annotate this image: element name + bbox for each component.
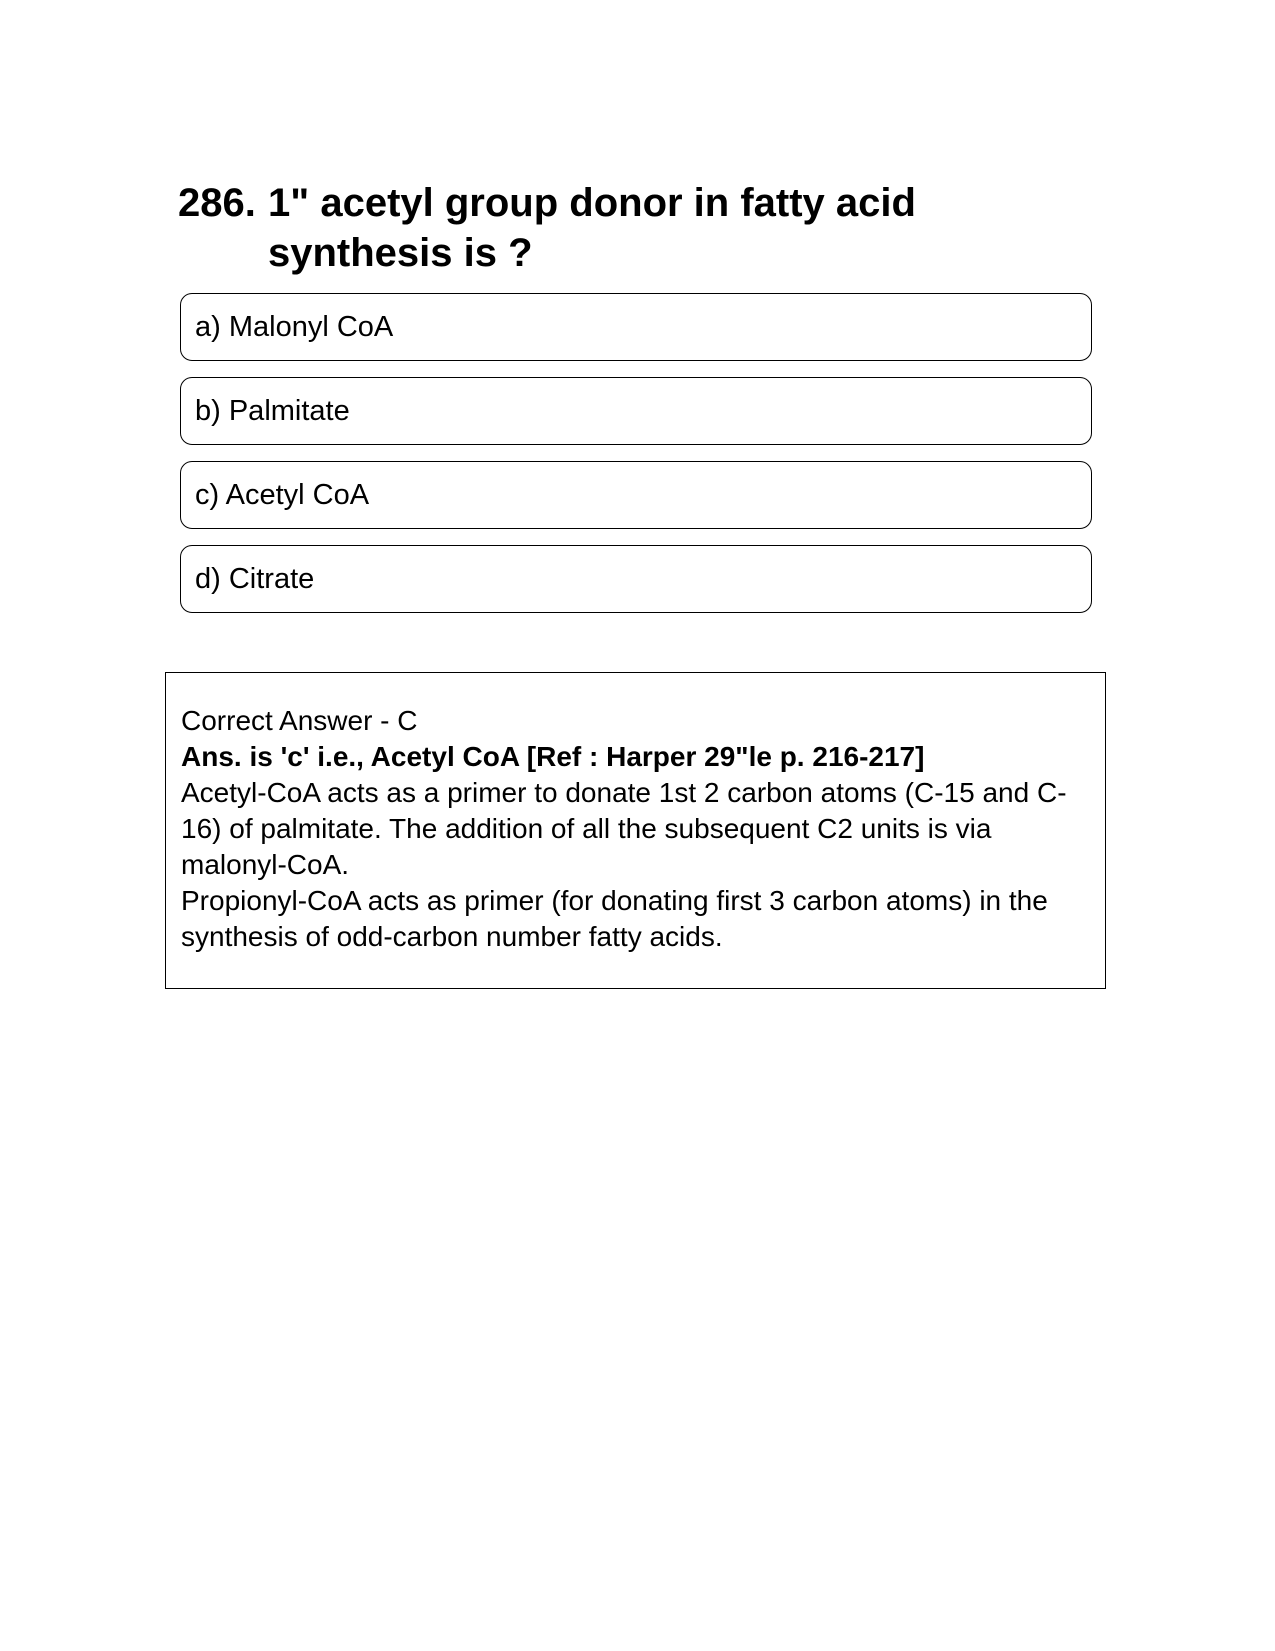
option-label: b) Palmitate	[195, 394, 350, 427]
correct-answer: Correct Answer - C	[181, 705, 418, 736]
option-a[interactable]	[180, 293, 1092, 361]
answer-box	[165, 672, 1106, 989]
explanation-paragraph-2: Propionyl-CoA acts as primer (for donating first 3 carbon atoms) in the synthesis of odd-carbon number fatty acids.	[181, 885, 1048, 952]
option-d[interactable]	[180, 545, 1092, 613]
option-label: c) Acetyl CoA	[195, 478, 370, 511]
answer-reference: Ans. is 'c' i.e., Acetyl CoA [Ref : Harper 29"le p. 216-217]	[181, 741, 925, 772]
option-label: a) Malonyl CoA	[195, 310, 394, 343]
question-text: 1" acetyl group donor in fatty acid synthesis is ?	[268, 181, 916, 275]
options-list	[180, 293, 1092, 629]
explanation-paragraph-1: Acetyl-CoA acts as a primer to donate 1st 2 carbon atoms (C-15 and C-16) of palmitate. The addition of all the subsequent C2 units is via malonyl-CoA.	[181, 777, 1067, 880]
option-label: d) Citrate	[195, 562, 315, 595]
question-heading	[178, 178, 1078, 278]
question-number: 286.	[178, 181, 256, 225]
option-c[interactable]	[180, 461, 1092, 529]
option-b[interactable]	[180, 377, 1092, 445]
